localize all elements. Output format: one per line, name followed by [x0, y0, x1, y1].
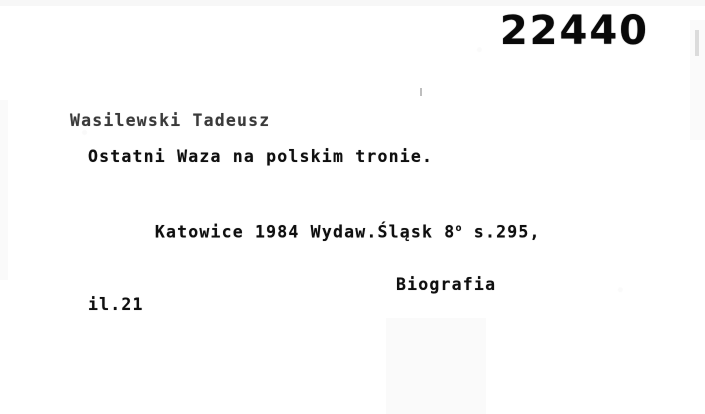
ink-speck — [420, 88, 422, 96]
ink-mark-right — [695, 30, 699, 56]
scan-edge-artifact-left — [0, 100, 8, 280]
title-line: Ostatni Waza na polskim tronie. — [88, 147, 434, 166]
pages-text: s.295, — [462, 222, 541, 242]
imprint-line — [70, 175, 541, 287]
illustration-line: il.21 — [88, 294, 144, 314]
author-line: Wasilewski Tadeusz — [70, 111, 271, 130]
scan-smudge-lower — [386, 318, 486, 414]
scan-edge-artifact-right — [690, 20, 705, 140]
subject-heading: Biografia — [396, 275, 497, 294]
imprint-text: Katowice 1984 Wydaw.Śląsk 8 — [154, 222, 456, 242]
accession-number: 22440 — [499, 8, 649, 54]
format-superscript: o — [455, 223, 463, 234]
scan-edge-artifact-top — [0, 0, 705, 6]
